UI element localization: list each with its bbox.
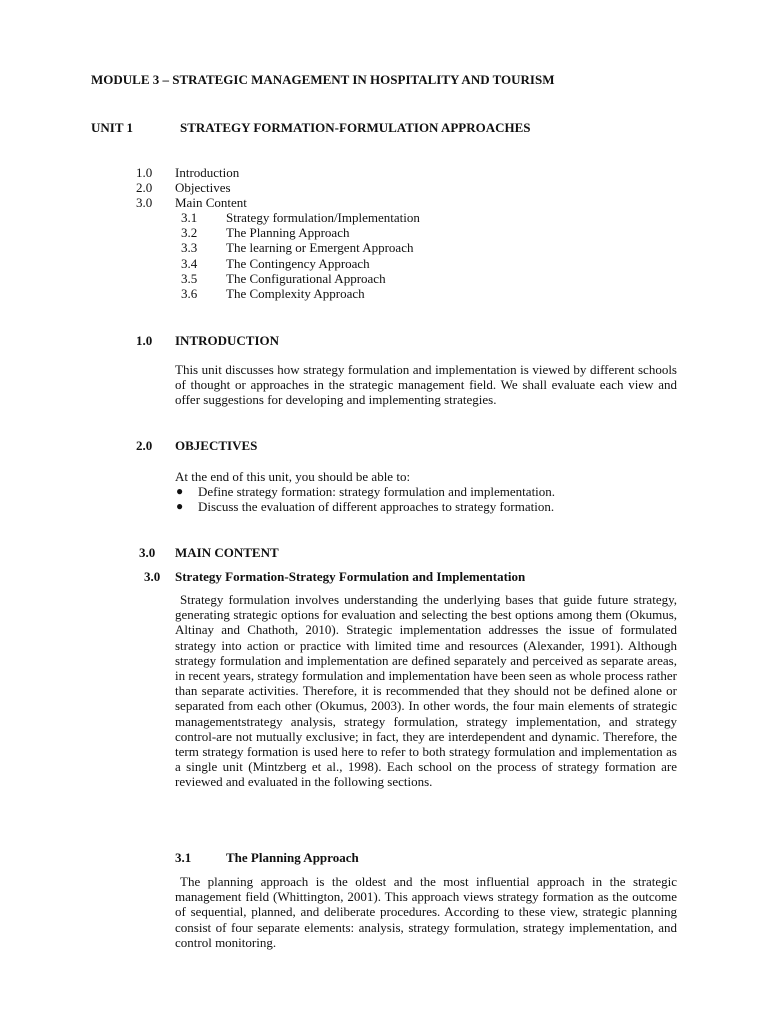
- bullet-icon: ●: [176, 499, 184, 513]
- toc-item-configurational-approach: The Configurational Approach: [226, 271, 386, 286]
- main-content-heading: MAIN CONTENT: [175, 545, 279, 560]
- section-number: 3.0: [139, 545, 156, 560]
- toc-number: 3.1: [181, 210, 198, 225]
- toc-number: 3.0: [136, 195, 153, 210]
- toc-item-contingency-approach: The Contingency Approach: [226, 256, 370, 271]
- toc-item-planning-approach: The Planning Approach: [226, 225, 350, 240]
- unit-label: UNIT 1: [91, 120, 134, 135]
- toc-item-introduction: Introduction: [175, 165, 240, 180]
- main-content-paragraph: Strategy formulation involves understanding the underlying bases that guide future strategy, generating strategic options for evaluation and selecting the best options among them (Okumus, Altinay and Chathoth, 2010). Strategic implementation addresses the issue of formulated strategy into action or practice with limited time and resources (Alexander, 1991). Although strategy formulation and implementation are defined separately and perceived as separate areas, in recent years, strategy formulation and implementation have been seen as whole process rather than separate activities. Therefore, it is recommended that they should not be defined alone or separated from each other (Okumus, 2003). In other words, the four main elements of strategic managementstrategy analysis, strategy formulation, strategy implementation, and strategy control-are not mutually exclusive; in fact, they are interdependent and dynamic. Therefore, the term strategy formation is used here to refer to both strategy formulation and implementation as a single unit (Mintzberg et al., 1998). Each school on the process of strategy formation are reviewed and evaluated in the following sections.: [175, 592, 677, 790]
- planning-heading: The Planning Approach: [226, 850, 359, 865]
- toc-item-emergent-approach: The learning or Emergent Approach: [226, 240, 414, 255]
- toc-number: 3.4: [181, 256, 198, 271]
- objectives-heading: OBJECTIVES: [175, 438, 258, 453]
- toc-number: 3.3: [181, 240, 198, 255]
- toc-number: 2.0: [136, 180, 153, 195]
- bullet-icon: ●: [176, 484, 184, 498]
- toc-item-main-content: Main Content: [175, 195, 247, 210]
- section-number: 2.0: [136, 438, 153, 453]
- objective-item: Define strategy formation: strategy formulation and implementation.: [198, 484, 556, 499]
- subsection-heading: Strategy Formation-Strategy Formulation and Implementation: [175, 569, 526, 584]
- toc-number: 1.0: [136, 165, 153, 180]
- module-title: MODULE 3 – STRATEGIC MANAGEMENT IN HOSPITALITY AND TOURISM: [91, 72, 555, 87]
- toc-item-complexity-approach: The Complexity Approach: [226, 286, 365, 301]
- introduction-heading: INTRODUCTION: [175, 333, 280, 348]
- objectives-intro: At the end of this unit, you should be able to:: [175, 469, 411, 484]
- subsection-number: 3.1: [175, 850, 192, 865]
- subsection-number: 3.0: [144, 569, 161, 584]
- toc-number: 3.2: [181, 225, 198, 240]
- unit-title: STRATEGY FORMATION-FORMULATION APPROACHES: [180, 120, 531, 135]
- toc-number: 3.6: [181, 286, 198, 301]
- planning-paragraph: The planning approach is the oldest and the most influential approach in the strategic management field (Whittington, 2001). This approach views strategy formation as the outcome of sequential, planned, and deliberate procedures. According to these view, strategic planning consist of four separate elements: analysis, strategy formulation, strategy implementation, and control monitoring.: [175, 874, 677, 950]
- toc-number: 3.5: [181, 271, 198, 286]
- objective-item: Discuss the evaluation of different approaches to strategy formation.: [198, 499, 555, 514]
- toc-item-strategy-formulation: Strategy formulation/Implementation: [226, 210, 420, 225]
- toc-item-objectives: Objectives: [175, 180, 231, 195]
- introduction-paragraph: This unit discusses how strategy formulation and implementation is viewed by different schools of thought or approaches in the strategic management field. We shall evaluate each view and offer suggestions for developing and implementing strategies.: [175, 362, 677, 408]
- section-number: 1.0: [136, 333, 153, 348]
